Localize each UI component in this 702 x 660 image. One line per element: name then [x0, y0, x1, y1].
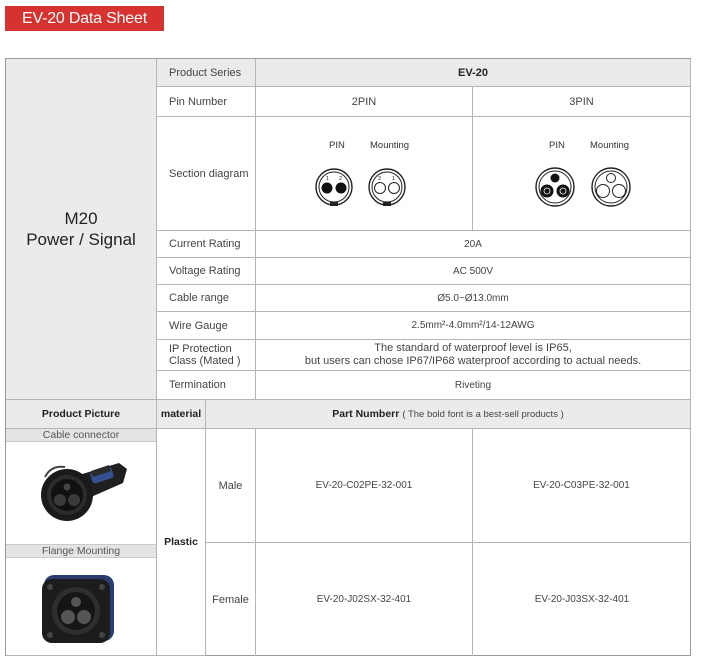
product-series-value: EV-20 [256, 59, 691, 87]
section-diagram-3pin [473, 117, 691, 231]
part-female-2pin: EV-20-J02SX-32-401 [256, 543, 473, 656]
cable-connector-photo [31, 451, 131, 531]
ip-value-line2: but users can chose IP67/IP68 waterproof according to actual needs. [304, 355, 642, 367]
flange-mounting-photo [38, 571, 124, 647]
cable-range-label: Cable range [157, 285, 256, 312]
diagram-2pin-mounting-label: Mounting [370, 140, 410, 151]
part-number-title: Part Numberr [332, 408, 400, 420]
diagram-2pin-pin-label: PIN [329, 140, 345, 151]
pin-digit: 2 [339, 176, 343, 182]
model-type: Power / Signal [26, 230, 136, 249]
part-number-note: ( The bold font is a best-sell products ) [402, 408, 564, 420]
ip-protection-value [256, 340, 691, 371]
pin-number-label: Pin Number [157, 87, 256, 117]
product-picture-column [6, 429, 157, 656]
pin-number-2pin: 2PIN [256, 87, 473, 117]
termination-value: Riveting [256, 371, 691, 400]
current-rating-value: 20A [256, 231, 691, 258]
ip-protection-label [157, 340, 256, 371]
two-pin-face-icon [316, 169, 352, 206]
gender-female: Female [206, 543, 256, 656]
section-diagram-label: Section diagram [157, 117, 256, 231]
ip-label-line2: Class (Mated ) [169, 355, 241, 367]
pin-digit: 1 [392, 176, 396, 182]
ip-label-line1: IP Protection [169, 343, 232, 355]
ip-value-line1: The standard of waterproof level is IP65, [374, 342, 572, 354]
pin-digit: 2 [378, 176, 382, 182]
voltage-rating-value: AC 500V [256, 258, 691, 285]
voltage-rating-label: Voltage Rating [157, 258, 256, 285]
wire-gauge-value: 2.5mm²-4.0mm²/14-12AWG [256, 312, 691, 340]
part-number-header [206, 400, 691, 429]
diagram-3pin-mounting-label: Mounting [590, 140, 630, 151]
diagram-3pin-pin-label: PIN [549, 140, 565, 151]
model-name: M20 [64, 209, 98, 228]
current-rating-label: Current Rating [157, 231, 256, 258]
pin-digit: 1 [326, 176, 330, 182]
pin-number-3pin: 3PIN [473, 87, 691, 117]
three-pin-diagram [533, 167, 637, 211]
material-value: Plastic [157, 429, 206, 656]
product-series-label: Product Series [157, 59, 256, 87]
product-picture-header: Product Picture [6, 400, 157, 429]
part-male-2pin: EV-20-C02PE-32-001 [256, 429, 473, 543]
section-diagram-2pin [256, 117, 473, 231]
part-male-3pin: EV-20-C03PE-32-001 [473, 429, 691, 543]
termination-label: Termination [157, 371, 256, 400]
cable-range-value: Ø5.0~Ø13.0mm [256, 285, 691, 312]
material-header: material [157, 400, 206, 429]
part-female-3pin: EV-20-J03SX-32-401 [534, 594, 630, 605]
wire-gauge-label: Wire Gauge [157, 312, 256, 340]
data-sheet-table [5, 58, 691, 656]
flange-mounting-caption: Flange Mounting [6, 544, 156, 558]
three-pin-mounting-icon [592, 168, 630, 206]
model-cell [6, 59, 157, 400]
two-pin-mounting-icon [369, 169, 405, 206]
gender-male: Male [206, 429, 256, 543]
page-title: EV-20 Data Sheet [5, 6, 164, 31]
two-pin-diagram [314, 167, 414, 211]
three-pin-face-icon [536, 168, 574, 206]
cable-connector-caption: Cable connector [6, 429, 156, 442]
